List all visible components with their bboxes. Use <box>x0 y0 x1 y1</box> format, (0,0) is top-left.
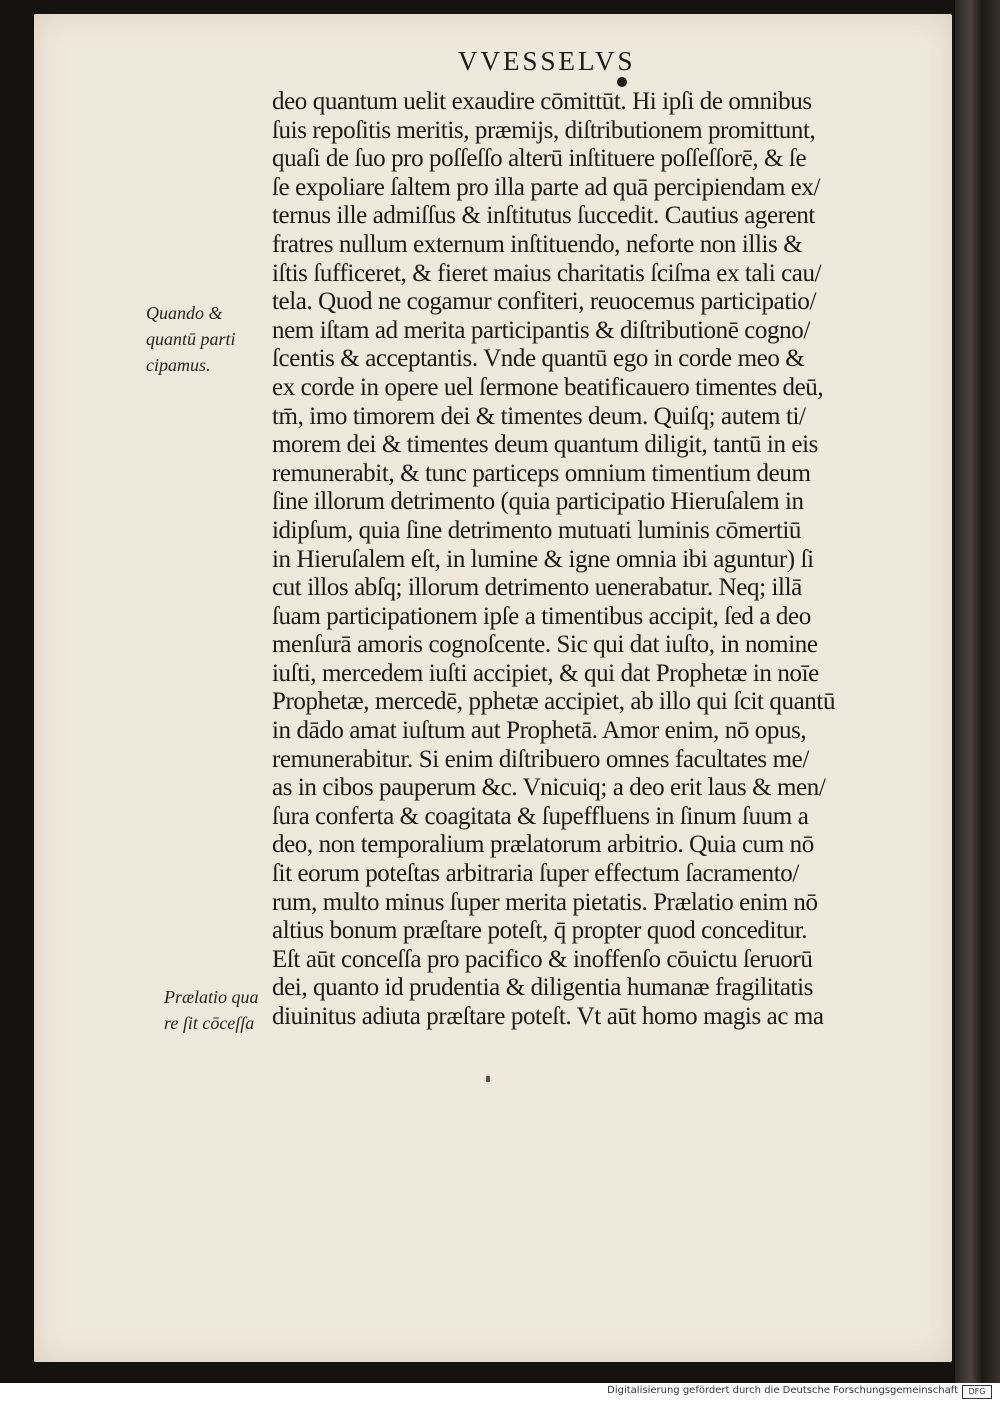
text-line: quaſi de ſuo pro poſſeſſo alterū inſtituere poſſeſſorē, & ſe <box>272 145 807 173</box>
text-line: altius bonum præſtare poteſt, q̄ propter quod conceditur. <box>272 917 808 945</box>
text-line: ſe expoliare ſaltem pro illa parte ad quā percipiendam ex/ <box>272 173 821 201</box>
margin-note-line: cipamus. <box>146 355 211 375</box>
margin-note-line: quantū parti <box>146 329 236 349</box>
text-line: morem dei & timentes deum quantum diligit, tantū in eis <box>272 431 818 459</box>
text-line: diuinitus adiuta præſtare poteſt. Vt aūt homo magis ac ma <box>272 1003 824 1030</box>
text-line: in Hieruſalem eſt, in lumine & igne omnia ibi aguntur) ſi <box>272 545 814 573</box>
text-line: tm̄, imo timorem dei & timentes deum. Quiſq; autem ti/ <box>272 402 806 430</box>
text-line: ſura conferta & coagitata & ſupeffluens in ſinum ſuum a <box>272 802 809 830</box>
main-text-block <box>272 88 944 1032</box>
text-line: cut illos abſq; illorum detrimento uenerabatur. Neq; illā <box>272 574 802 602</box>
funding-credit: Digitalisierung gefördert durch die Deutsche Forschungsgemeinschaft <box>607 1385 958 1396</box>
dfg-logo: DFG <box>962 1385 992 1399</box>
margin-note-line: Quando & <box>146 303 223 323</box>
text-line: ex corde in opere uel ſermone beatificauero timentes deū, <box>272 373 824 401</box>
text-line: tela. Quod ne cogamur confiteri, reuocemus participatio/ <box>272 288 817 316</box>
running-head: VVESSELVS <box>458 46 636 76</box>
text-line: remunerabitur. Si enim diſtribuero omnes facultates me/ <box>272 745 809 773</box>
printer-mark <box>486 1076 490 1082</box>
text-line: ſit eorum poteſtas arbitraria ſuper effectum ſacramento/ <box>272 860 799 888</box>
text-line: Eſt aūt conceſſa pro pacifico & inoffenſo cōuictu ſeruorū <box>272 945 813 973</box>
text-line: in dādo amat iuſtum aut Prophetā. Amor enim, nō opus, <box>272 717 807 745</box>
text-line: deo quantum uelit exaudire cōmittūt. Hi ipſi de omnibus <box>272 88 812 115</box>
text-line: Prophetæ, mercedē, pphetæ accipiet, ab illo qui ſcit quantū <box>272 688 836 716</box>
text-line: fratres nullum externum inſtituendo, neforte non illis & <box>272 230 803 258</box>
book-spine-edge <box>955 0 1000 1383</box>
text-line: ſuis repoſitis meritis, præmĳs, diſtributionem promittunt, <box>272 116 816 144</box>
text-line: idipſum, quia ſine detrimento mutuati luminis cōmertiū <box>272 516 802 544</box>
text-line: ſuam participationem ipſe a timentibus accipit, ſed a deo <box>272 602 811 630</box>
text-line: dei, quanto id prudentia & diligentia humanæ fragilitatis <box>272 974 813 1002</box>
text-line: remunerabit, & tunc particeps omnium timentium deum <box>272 459 811 487</box>
text-line: ternus ille admiſſus & inſtitutus ſuccedit. Cautius agerent <box>272 202 815 230</box>
text-line: iſtis ſufficeret, & fieret maius charitatis ſciſma ex tali cau/ <box>272 259 822 287</box>
ornament-dot <box>617 77 627 87</box>
text-line: ſcentis & acceptantis. Vnde quantū ego in corde meo & <box>272 345 805 373</box>
text-line: iuſti, mercedem iuſti accipiet, & qui dat Prophetæ in noīe <box>272 659 819 687</box>
margin-note-line: Prælatio qua <box>164 987 259 1007</box>
text-line: deo, non temporalium prælatorum arbitrio. Quia cum nō <box>272 831 814 859</box>
text-line: menſurā amoris cognoſcente. Sic qui dat iuſto, in nomine <box>272 631 818 659</box>
text-line: nem iſtam ad merita participantis & diſtributionē cogno/ <box>272 316 810 344</box>
text-line: as in cibos pauperum &c. Vnicuiq; a deo erit laus & men/ <box>272 774 826 802</box>
text-line: rum, multo minus ſuper merita pietatis. Prælatio enim nō <box>272 888 818 916</box>
margin-note-prelatio <box>164 984 259 1036</box>
margin-note-quando <box>146 300 236 378</box>
margin-note-line: re ſit cōceſſa <box>164 1013 255 1033</box>
text-line: ſine illorum detrimento (quia participatio Hieruſalem in <box>272 488 804 516</box>
